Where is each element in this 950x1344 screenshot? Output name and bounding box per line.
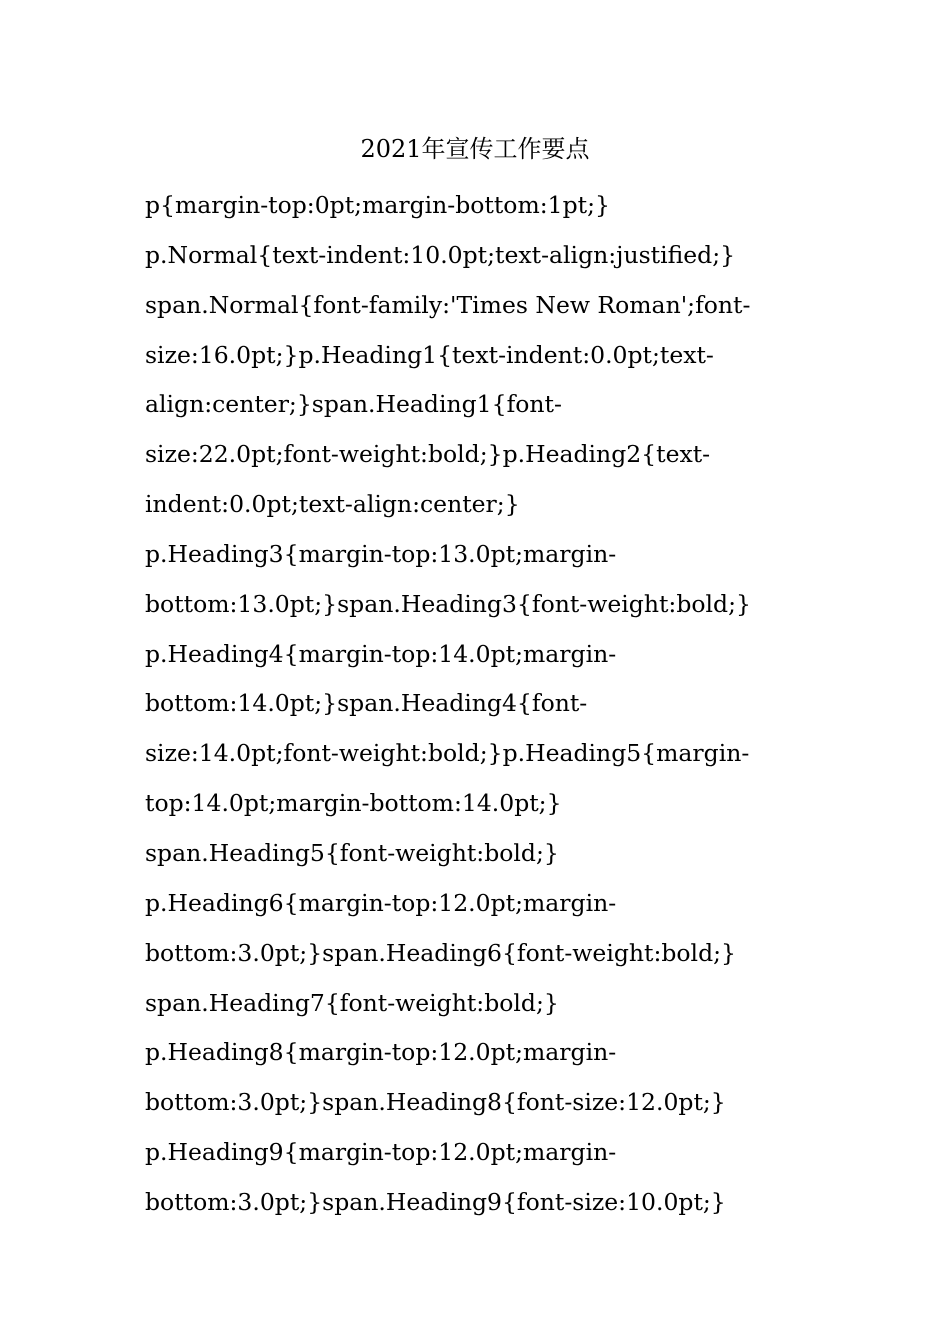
text-line: p.Heading6{margin-top:12.0pt;margin- bbox=[145, 888, 617, 917]
text-line: p.Heading8{margin-top:12.0pt;margin- bbox=[145, 1038, 617, 1067]
text-line: bottom:14.0pt;}span.Heading4{font- bbox=[145, 689, 588, 718]
text-line: span.Heading7{font-weight:bold;} bbox=[145, 988, 559, 1017]
text-line: bottom:3.0pt;}span.Heading8{font-size:12.0pt;} bbox=[145, 1088, 726, 1117]
text-line: indent:0.0pt;text-align:center;} bbox=[145, 490, 520, 519]
document-body bbox=[145, 181, 845, 1228]
text-line: size:22.0pt;font-weight:bold;}p.Heading2{text- bbox=[145, 440, 711, 469]
text-line: bottom:3.0pt;}span.Heading6{font-weight:bold;} bbox=[145, 938, 736, 967]
text-line: p{margin-top:0pt;margin-bottom:1pt;} bbox=[145, 191, 610, 219]
text-line: p.Heading4{margin-top:14.0pt;margin- bbox=[145, 639, 617, 668]
text-line: bottom:3.0pt;}span.Heading9{font-size:10.0pt;} bbox=[145, 1187, 726, 1216]
text-line: span.Heading5{font-weight:bold;} bbox=[145, 838, 559, 867]
text-line: p.Heading3{margin-top:13.0pt;margin- bbox=[145, 539, 617, 568]
text-line: bottom:13.0pt;}span.Heading3{font-weight:bold;} bbox=[145, 589, 751, 618]
text-line: align:center;}span.Heading1{font- bbox=[145, 390, 562, 419]
text-line: span.Normal{font-family:'Times New Roman';font- bbox=[145, 290, 751, 319]
text-line: p.Heading9{margin-top:12.0pt;margin- bbox=[145, 1138, 617, 1167]
document-title: 2021年宣传工作要点 bbox=[360, 135, 590, 163]
text-line: top:14.0pt;margin-bottom:14.0pt;} bbox=[145, 789, 562, 818]
text-line: size:14.0pt;font-weight:bold;}p.Heading5{margin- bbox=[145, 739, 750, 768]
text-line: p.Normal{text-indent:10.0pt;text-align:justified;} bbox=[145, 240, 736, 269]
text-line: size:16.0pt;}p.Heading1{text-indent:0.0pt;text- bbox=[145, 340, 714, 369]
